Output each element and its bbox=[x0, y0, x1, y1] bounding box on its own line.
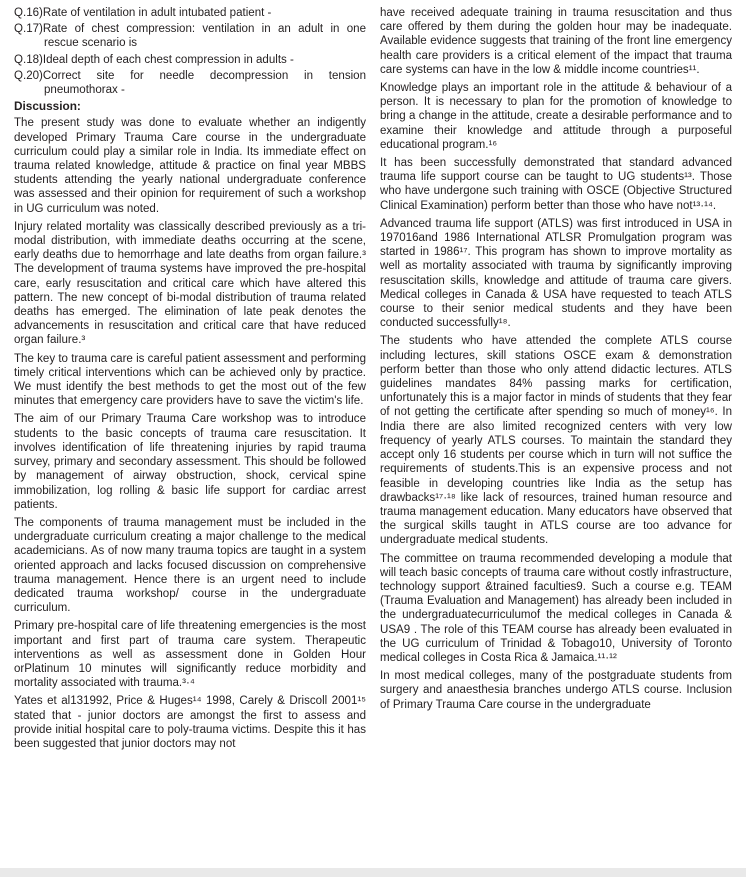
paragraph: The committee on trauma recommended developing a module that will teach basic concepts of trauma care without costly infrastructure, technology support &trained faculties9. Such a course e.g. TEAM (Trauma Evaluation and Management) has already been included in the undergraduatecurriculumof the medical colleges in Canada & USA9 . The role of this TEAM course has already been evaluated in the UG curriculum of Trinidad & Tobago10, University of Toronto medical colleges in Costa Rica & Jamaica.¹¹·¹² bbox=[380, 552, 732, 664]
paragraph: Advanced trauma life support (ATLS) was first introduced in USA in 197016and 1986 International ATLSR Promulgation program was started in 1986¹⁷. This program has shown to improve mortality as well as mortality associated with trauma by significantly improving resuscitation skills, knowledge and attitude of trauma care givers. Medical colleges in Canada & USA have requested to teach ATLS course to their senior medical students and they have been conducted successfully¹⁸. bbox=[380, 217, 732, 330]
paragraph: Injury related mortality was classically described previously as a tri-modal distribution, with immediate deaths occurring at the scene, early deaths due to hemorrhage and late deaths from organ failure.³ The development of trauma systems have improved the pre-hospital care, early resuscitation and critical care which have altered this pattern. The new concept of bi-modal distribution of trauma related deaths has emerged. The elimination of late peak denotes the advancements in resuscitation and critical care that have reduced organ failure.³ bbox=[14, 220, 366, 347]
paragraph: have received adequate training in trauma resuscitation and thus care offered by them during the golden hour may be inadequate. Available evidence suggests that training of the front line emergency health care providers is a critical element of the impact that trauma care systems can have in the low & middle income countries¹¹. bbox=[380, 7, 732, 76]
paragraph: The present study was done to evaluate whether an indigently developed Primary Trauma Care course in the undergraduate curriculum could play a similar role in India. Its immediate effect on trauma related knowledge, attitude & practice on final year MBBS students attending the yearly national undergraduate conference was assessed and their opinion for requirement of such a workshop in UG curriculum was noted. bbox=[14, 117, 366, 215]
page-bottom-band bbox=[0, 868, 746, 877]
discussion-heading: Discussion: bbox=[14, 99, 81, 114]
paragraph: Yates et al131992, Price & Huges¹⁴ 1998, Carely & Driscoll 2001¹⁵ stated that - junior doctors are amongst the first to assess and provide initial hospital care to poly-trauma victims. Despite this it has been suggested that junior doctors may not bbox=[14, 695, 366, 750]
right-column bbox=[380, 6, 732, 877]
paragraph: The students who have attended the complete ATLS course including lectures, skill stations OSCE exam & demonstration perform better than those who only attend didactic lectures. ATLS guidelines mandates 84% passing marks for certification, unfortunately this is a major factor in minds of students that they fear of not getting the certificate after spending so much of money¹⁶. In India there are also limited recognized centers with very low frequency of yearly ATLS courses. To maintain the standard they accept only 16 students per course which in turn will not suffice the requirements of students.This is an expensive process and not feasible in developing countries like India as the setup has drawbacks¹⁷·¹⁸ like lack of resources, trained human resource and trauma management education. Many educators have observed that the surgical skills taught in ATLS course are too advance for undergraduate medical students. bbox=[380, 335, 732, 547]
question-17: Q.17)Rate of chest compression: ventilation in an adult in one rescue scenario is bbox=[14, 23, 366, 50]
paragraph: The components of trauma management must be included in the undergraduate curriculum creating a major challenge to the medical academicians. As of now many trauma topics are taught in a system oriented approach and lacks focused discussion on comprehensive trauma management. Hence there is an urgent need to include dedicated trauma workshop/ course in the undergraduate curriculum. bbox=[14, 516, 366, 615]
paragraph: Primary pre-hospital care of life threatening emergencies is the most important and first part of trauma care system. Therapeutic interventions as well as assessment done in Golden Hour orPlatinum 10 minutes will significantly reduce morbidity and mortality associated with trauma.³·⁴ bbox=[14, 620, 366, 690]
paragraph: In most medical colleges, many of the postgraduate students from surgery and anaesthesia branches undergo ATLS course. Inclusion of Primary Trauma Care course in the undergraduate bbox=[380, 670, 732, 711]
left-column bbox=[14, 6, 366, 877]
question-20: Q.20)Correct site for needle decompression in tension pneumothorax - bbox=[14, 69, 366, 97]
paragraph: It has been successfully demonstrated that standard advanced trauma life support course can be taught to UG students¹³. Those who have undergone such training with OSCE (Objective Structured Clinical Examination) perform better than those who have not¹³·¹⁴. bbox=[380, 157, 732, 212]
question-16: Q.16)Rate of ventilation in adult intubated patient - bbox=[14, 7, 272, 19]
paragraph: The key to trauma care is careful patient assessment and performing timely critical interventions which can be achieved only by practice. We must identify the best methods to get the most out of the few minutes that emergency care providers have to save the victim's life. bbox=[14, 352, 366, 408]
paragraph: Knowledge plays an important role in the attitude & behaviour of a person. It is necessary to plan for the promotion of knowledge to bring a change in the attitude, create a desirable performance and to examine their knowledge and attitude through a purposeful educational program.¹⁶ bbox=[380, 82, 732, 151]
paragraph: The aim of our Primary Trauma Care workshop was to introduce students to the basic concepts of trauma care resuscitation. It involves identification of life threatening injuries by rapid trauma survey, primary and secondary assessment. This should be followed by management of airway obstruction, shock, cervical spine immobilization, log rolling & basic life support for cardiac arrest patients. bbox=[14, 413, 366, 511]
question-18: Q.18)Ideal depth of each chest compression in adults - bbox=[14, 53, 294, 66]
